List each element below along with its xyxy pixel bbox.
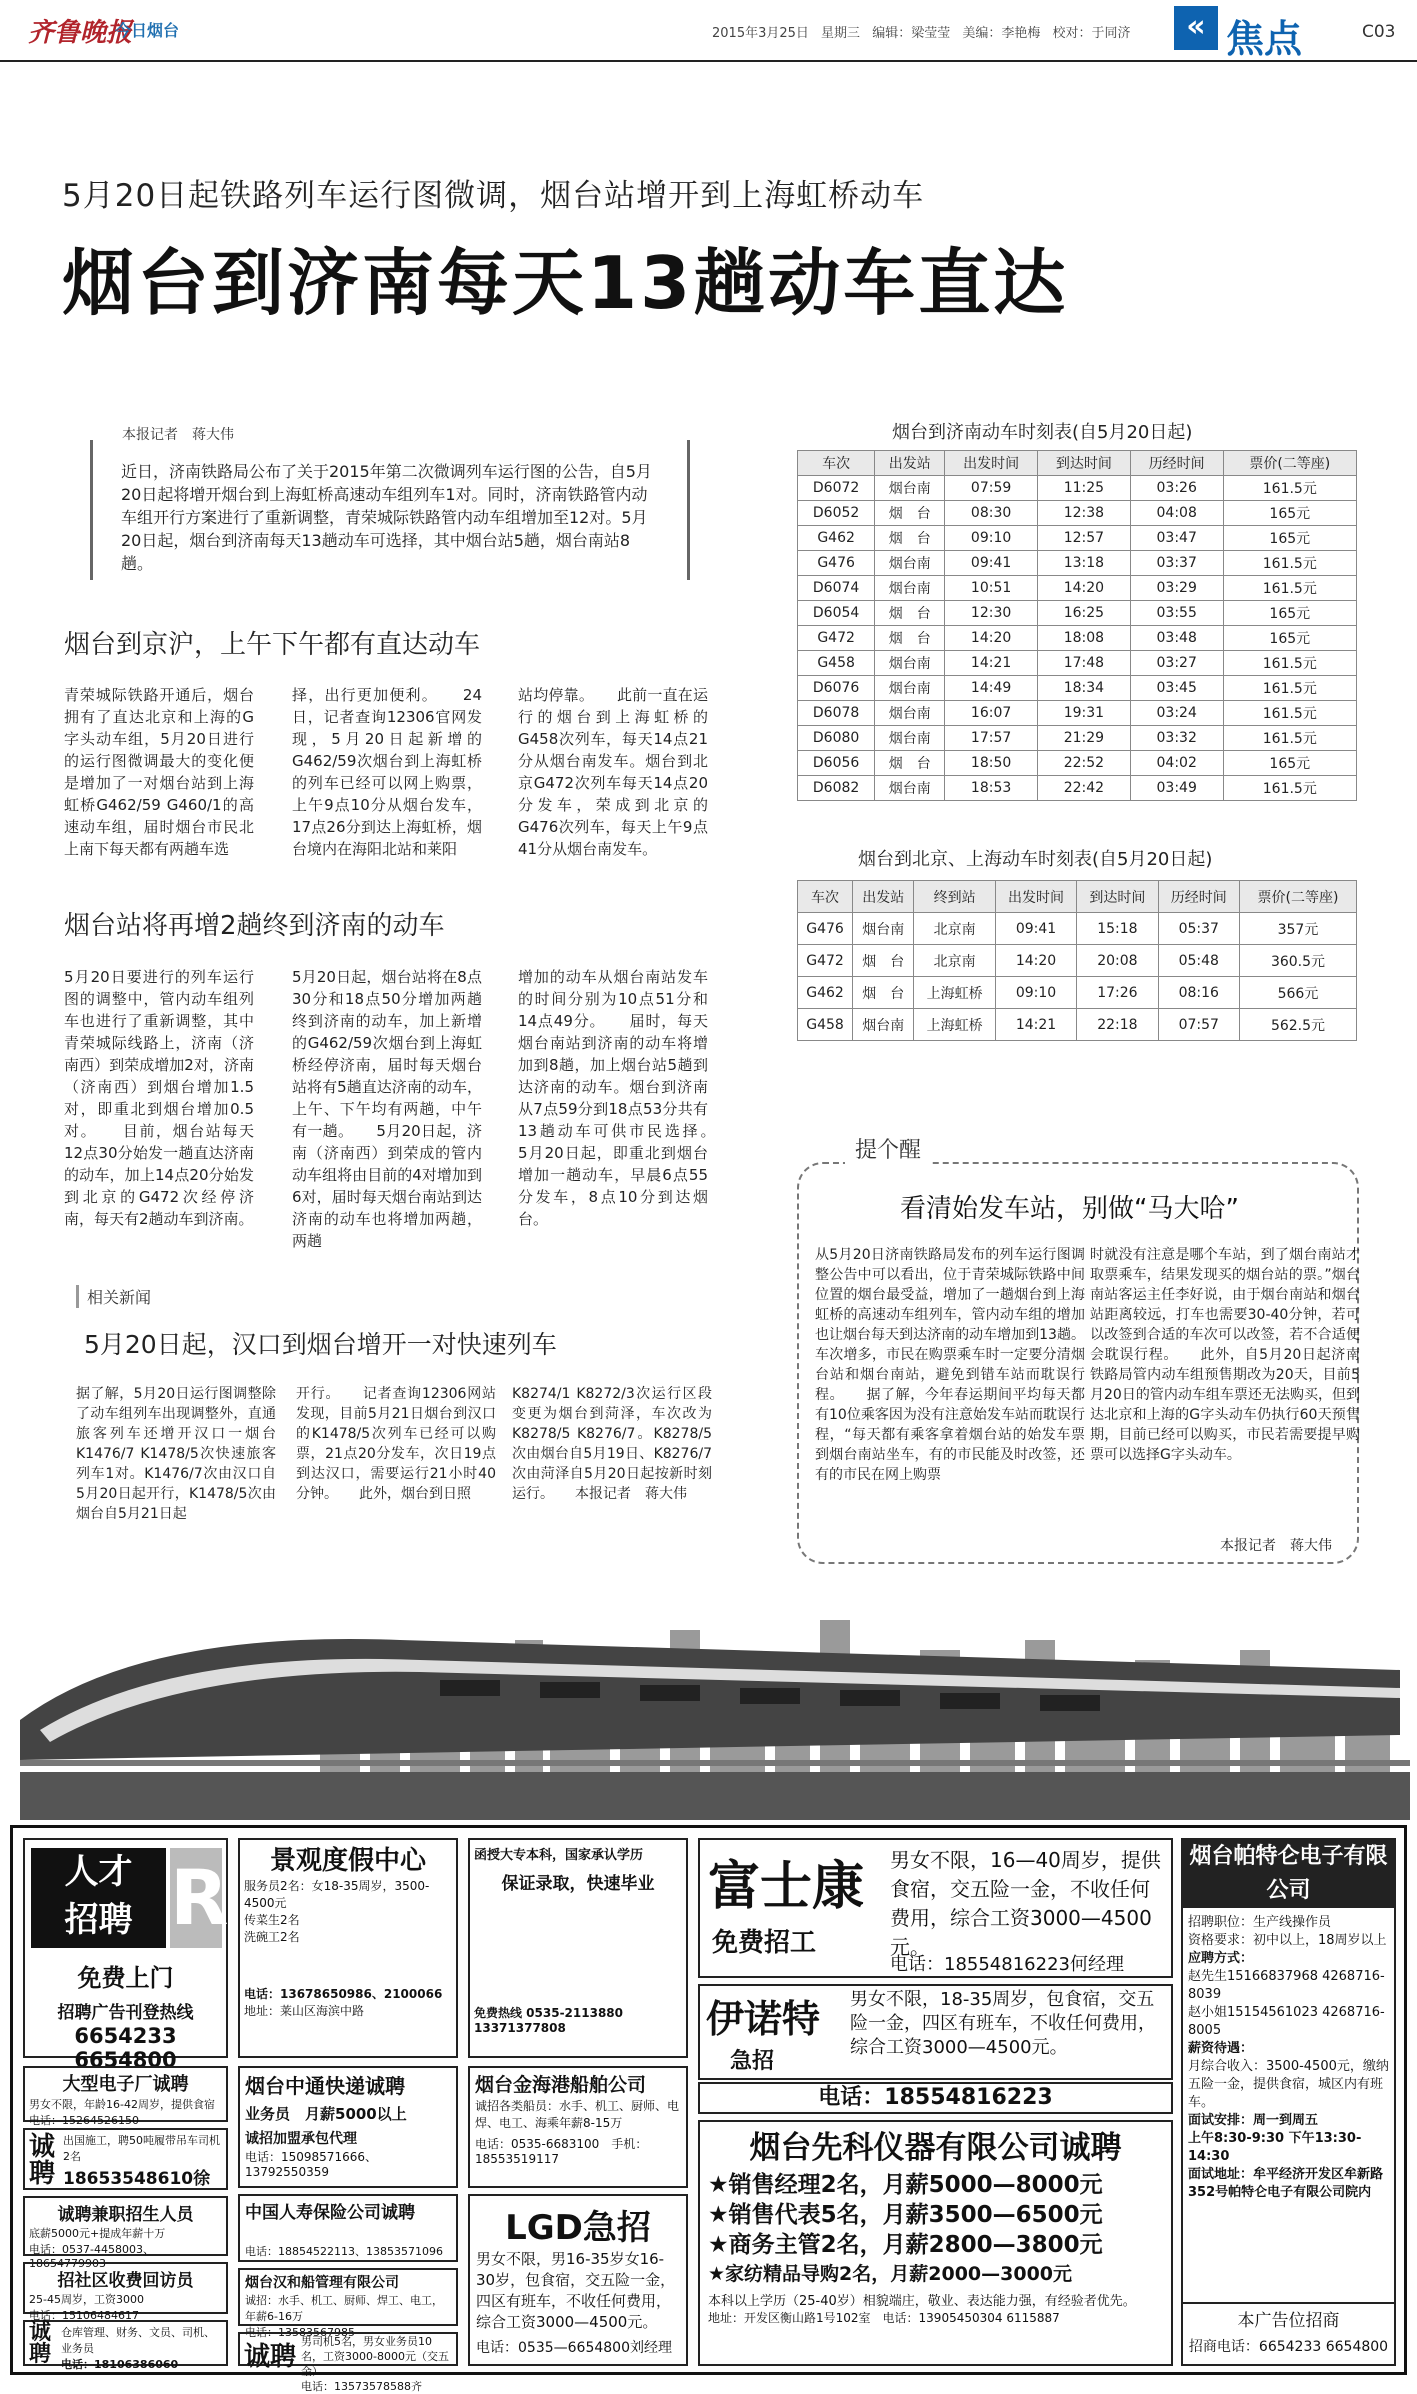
table-header-cell: 车次	[798, 451, 875, 476]
headline-main: 烟台到济南每天13趟动车直达	[62, 241, 1069, 325]
table-cell: 03:37	[1130, 551, 1223, 576]
table-caption: 烟台到济南动车时刻表(自5月20日起)	[892, 422, 1193, 443]
ad-hanhe-ship	[238, 2268, 458, 2339]
table-cell: 08:30	[945, 501, 1038, 526]
ad-line: 男女不限，年龄16-42周岁，提供食宿	[29, 2098, 215, 2111]
ad-title: 烟台先科仪器有限公司诚聘	[749, 2130, 1122, 2166]
table-cell: 北京南	[914, 945, 995, 977]
article-column: 5月20日要进行的列车运行图的调整中，管内动车组列车也进行了重新调整，其中青荣城际线路上，济南（济南西）到荣成增加2对，济南（济南西）到烟台增加1.5对，即重北到烟台增加0.5对。 目前，烟台站每天12点30分始发一趟直达济南的动车，加上14点20分始发到北京的G472次经停济南，每天有2趟动车到济南。	[64, 968, 254, 1228]
table-cell: 03:55	[1130, 601, 1223, 626]
ad-line: 资格要求：初中以上，18周岁以上	[1188, 1933, 1387, 1948]
ad-phone: 地址：开发区衡山路1号102室 电话：13905450304 6115887	[708, 2311, 1060, 2325]
article-column: 据了解，5月20日运行图调整除了动车组列车出现调整外，直通旅客列车还增开汉口一烟台K1476/7 K1478/5次快速旅客列车1对。K1476/7次由汉口自5月20日起开行，K1478/5次由烟台自5月21日起	[76, 1386, 276, 1522]
table-cell: 09:10	[945, 526, 1038, 551]
ad-line: 应聘方式：	[1188, 1951, 1254, 1966]
issue-weekday: 星期三	[821, 26, 861, 41]
table-row	[798, 701, 1357, 726]
schedule-table-jinan	[797, 450, 1357, 801]
ad-phone: 电话：15098571666、13792550359	[245, 2150, 377, 2179]
table-cell: 烟台南	[875, 776, 945, 801]
tip-column: 从5月20日济南铁路局发布的列车运行图调整公告中可以看出，位于青荣城际铁路中间位置的烟台最受益，增加了一趟烟台到上海虹桥的高速动车组列车，管内动车组的增加也让烟台每天到达济南的动车增加到13趟。车次增多，市民在购票乘车时一定要分清烟台站和烟台南站，避免到错车站而耽误行程。 据了解，今年春运期间平均每天都有10位乘客因为没有注意始发车站而耽误行程，“每天都有乘客拿着烟台站的始发车票到烟台南站坐车，有的市民能及时改签，还有的市民在网上购票	[815, 1247, 1085, 1483]
table-cell: 165元	[1223, 626, 1356, 651]
table-row	[798, 551, 1357, 576]
table-cell: 03:45	[1130, 676, 1223, 701]
ad-line: 出国施工，聘50吨履带吊车司机2名	[63, 2134, 220, 2163]
table-row	[798, 1009, 1357, 1041]
table-row	[798, 726, 1357, 751]
ad-phone: 电话：15264526150	[29, 2114, 139, 2127]
ad-line: 本广告位招商	[1183, 2302, 1394, 2330]
ad-title: 伊诺特	[706, 1997, 821, 2041]
ad-line: 面试安排：周一到周五	[1188, 2113, 1319, 2128]
table-cell: 18:34	[1038, 676, 1131, 701]
ad-zto-express	[238, 2066, 458, 2188]
table-cell: 19:31	[1038, 701, 1131, 726]
table-cell: 05:37	[1158, 913, 1239, 945]
table-cell: 13:18	[1038, 551, 1131, 576]
table-cell: 09:41	[995, 913, 1076, 945]
ad-title: 烟台汉和船管理有限公司	[245, 2275, 399, 2291]
ad-line: ★商务主管2名，月薪2800—3800元	[708, 2232, 1103, 2258]
article-column: 开行。 记者查询12306网站发现，目前5月21日烟台到汉口的K1478/5次列车已经可以购票，21点20分发车，次日19点到达汉口，需要运行21小时40分钟。 此外，烟台到日照	[296, 1386, 496, 1502]
table-row	[798, 501, 1357, 526]
table-cell: 16:07	[945, 701, 1038, 726]
table-cell: 03:48	[1130, 626, 1223, 651]
ad-line: 诚招：水手、机工、厨师、焊工、电工，年薪6-16万	[245, 2294, 443, 2323]
article-column: K8274/1 K8272/3次运行区段变更为烟台到菏泽，车次改为K8278/5 K8276/7。K8278/5次由烟台自5月19日、K8276/7次由菏泽自5月20日起按新时刻运行。 本报记者 蒋大伟	[512, 1386, 712, 1502]
focus-icon: «	[1174, 6, 1218, 50]
ad-line: 服务员2名：女18-35周岁，3500-4500元	[244, 1879, 430, 1910]
ad-title: 烟台中通快递诚聘	[245, 2074, 405, 2098]
table-cell: 03:24	[1130, 701, 1223, 726]
table-cell: 08:16	[1158, 977, 1239, 1009]
ad-phone: 免费热线 0535-2113880 13371377808	[474, 2006, 624, 2035]
table-cell: 566元	[1239, 977, 1356, 1009]
ad-title: 招社区收费回访员	[57, 2271, 194, 2291]
table-row	[798, 576, 1357, 601]
related-news-title: 5月20日起，汉口到烟台增开一对快速列车	[84, 1330, 557, 1359]
ad-title: 诚聘	[29, 2132, 56, 2189]
table-cell: 161.5元	[1223, 776, 1356, 801]
ad-phone: 电话：0537-4458003、18654779903	[29, 2243, 154, 2270]
ad-innote-phone: 电话：18554816223	[698, 2082, 1173, 2114]
table-cell: 22:42	[1038, 776, 1131, 801]
ad-jinhaigang	[468, 2066, 688, 2188]
table-cell: 烟台南	[853, 913, 914, 945]
ad-innote	[698, 1984, 1173, 2080]
table-cell: 09:10	[995, 977, 1076, 1009]
table-cell: G462	[798, 526, 875, 551]
table-cell: 22:52	[1038, 751, 1131, 776]
table-cell: 烟 台	[875, 751, 945, 776]
ad-line: 急招	[730, 2049, 775, 2074]
table-header-cell: 出发时间	[995, 881, 1076, 913]
ad-phone: 招商电话：6654233 6654800	[1188, 2339, 1389, 2355]
ad-line: 招聘广告刊登热线	[57, 2003, 194, 2023]
tip-title: 看清始发车站，别做“马大哈”	[900, 1194, 1239, 1224]
table-header-cell: 到达时间	[1038, 451, 1131, 476]
ad-line: 赵小姐15154561023 4268716-8005	[1188, 2005, 1385, 2038]
table-row	[798, 977, 1357, 1009]
table-header-cell: 票价(二等座)	[1239, 881, 1356, 913]
table-cell: G458	[798, 651, 875, 676]
table-row	[798, 601, 1357, 626]
ad-title: 烟台帕特仑电子有限公司	[1183, 1840, 1394, 1908]
table-header-cell: 出发站	[853, 881, 914, 913]
ad-title: 大型电子厂诚聘	[62, 2074, 189, 2095]
ad-foxconn	[698, 1838, 1173, 1978]
ad-title: 景观度假中心	[269, 1846, 426, 1876]
table-cell: G476	[798, 913, 853, 945]
ad-talent-recruit	[23, 1838, 229, 2072]
table-cell: 03:32	[1130, 726, 1223, 751]
ad-line: 诚招各类船员：水手、机工、厨师、电焊、电工、海乘年薪8-15万	[475, 2099, 680, 2130]
table-cell: 烟台南	[875, 551, 945, 576]
ad-line: 面试地址：牟平经济开发区牟新路352号帕特仑电子有限公司院内	[1188, 2167, 1384, 2200]
table-header-cell: 历经时间	[1130, 451, 1223, 476]
table-cell: 05:48	[1158, 945, 1239, 977]
tip-tag: 提个醒	[845, 1133, 931, 1164]
table-cell: G472	[798, 626, 875, 651]
table-cell: 烟台南	[853, 1009, 914, 1041]
ad-education	[468, 1838, 688, 2058]
classified-ads-area	[10, 1825, 1407, 2393]
ad-line: 男女不限，18-35周岁，包食宿，交五险一金，四区有班车，不收任何费用，综合工资3000—4500元。	[850, 1989, 1156, 2058]
table-cell: 烟台南	[875, 576, 945, 601]
ad-phone: 6654233 6654800	[74, 2024, 177, 2072]
table-cell: 烟 台	[875, 601, 945, 626]
table-cell: 562.5元	[1239, 1009, 1356, 1041]
table-cell: 14:20	[1038, 576, 1131, 601]
tip-column: 时就没有注意是哪个车站，到了烟台南站才取票乘车，结果发现买的烟台站的票。”烟台南站客运主任李好说，由于烟台南站和烟台站距离较远，打车也需要30-40分钟，若可以改签到合适的车次可以改签，若不合适便会耽误行程。 此外，自5月20日起济南铁路局管内动车组预售期改为20天，目前5月20日的管内动车组车票还无法购买，但到达北京和上海的G字头动车仍执行60天预售期，目前已经可以购买，市民若需要提早购票可以选择G字头动车。	[1090, 1247, 1360, 1463]
table-cell: 18:53	[945, 776, 1038, 801]
table-cell: 161.5元	[1223, 701, 1356, 726]
ad-line: 本科以上学历（25-40岁）相貌端庄，敬业、表达能力强，有经验者优先。	[708, 2294, 1136, 2309]
byline: 本报记者 蒋大伟	[122, 427, 234, 443]
ad-title: 富士康	[708, 1857, 865, 1917]
ad-title: 中国人寿保险公司诚聘	[245, 2203, 415, 2223]
ad-phone: 电话：18854522113、13853571096	[245, 2245, 443, 2258]
table-cell: 165元	[1223, 751, 1356, 776]
ad-phone: 电话：18554816223何经理	[890, 1954, 1124, 1975]
ad-line: 免费上门	[77, 1964, 174, 1992]
table-row	[798, 626, 1357, 651]
table-cell: 21:29	[1038, 726, 1131, 751]
table-cell: 16:25	[1038, 601, 1131, 626]
table-header-cell: 历经时间	[1158, 881, 1239, 913]
table-cell: 北京南	[914, 913, 995, 945]
article-column: 青荣城际铁路开通后，烟台拥有了直达北京和上海的G字头动车组，5月20日进行的运行图微调最大的变化便是增加了一对烟台站到上海虹桥G462/59 G460/1的高速动车组，届时烟台市民北上南下每天都有两趟车选	[64, 686, 254, 858]
ad-line: 赵先生15166837968 4268716-8039	[1188, 1969, 1385, 2002]
table-row	[798, 476, 1357, 501]
table-cell: G458	[798, 1009, 853, 1041]
newspaper-logo: 齐鲁晚报	[28, 18, 133, 48]
table-cell: D6054	[798, 601, 875, 626]
table-cell: 18:50	[945, 751, 1038, 776]
table-cell: 20:08	[1077, 945, 1158, 977]
article-column: 增加的动车从烟台南站发车的时间分别为10点51分和14点49分。 届时，每天烟台南站到济南的动车将增加到8趟，加上烟台站5趟到达济南的动车。烟台到济南从7点59分到18点53分共有13趟动车可供市民选择。 5月20日起，即重北到烟台增加一趟动车，早晨6点55分发车，8点10分到达烟台。	[518, 968, 739, 1228]
table-cell: 165元	[1223, 526, 1356, 551]
ad-line: 人才	[64, 1852, 133, 1892]
table-cell: 03:47	[1130, 526, 1223, 551]
table-cell: D6056	[798, 751, 875, 776]
ad-community	[23, 2262, 228, 2322]
table-row	[798, 676, 1357, 701]
editor: 编辑：梁莹莹	[872, 26, 951, 41]
table-cell: D6076	[798, 676, 875, 701]
table-cell: D6078	[798, 701, 875, 726]
section-title: 烟台站将再增2趟终到济南的动车	[64, 911, 445, 941]
table-cell: 15:18	[1077, 913, 1158, 945]
article-column: 择，出行更加便利。 24日，记者查询12306官网发现，5月20日起新增的G462/59次烟台到上海虹桥的列车已经可以网上购票，上午9点10分从烟台发车，17点26分到达上海虹桥，烟台境内在海阳北站和莱阳	[292, 686, 482, 858]
ad-phone: 电话：0535-6683100 手机：18553519117	[475, 2137, 648, 2166]
table-cell: 17:48	[1038, 651, 1131, 676]
table-cell: D6074	[798, 576, 875, 601]
table-cell: 烟台南	[875, 676, 945, 701]
table-cell: G476	[798, 551, 875, 576]
ad-electronics	[23, 2066, 228, 2127]
table-cell: 11:25	[1038, 476, 1131, 501]
ad-phone: 电话：13573578588齐	[301, 2380, 422, 2393]
table-cell: D6080	[798, 726, 875, 751]
table-cell: 18:08	[1038, 626, 1131, 651]
table-cell: 12:38	[1038, 501, 1131, 526]
table-cell: 烟台南	[875, 651, 945, 676]
issue-meta	[712, 22, 1131, 41]
table-cell: 03:49	[1130, 776, 1223, 801]
ad-resort	[238, 1838, 458, 2058]
ad-title: LGD急招	[505, 2208, 651, 2248]
table-cell: 03:26	[1130, 476, 1223, 501]
table-cell: 165元	[1223, 601, 1356, 626]
table-cell: 22:18	[1077, 1009, 1158, 1041]
table-cell: 14:20	[945, 626, 1038, 651]
ad-phone: 电话：13583567985	[245, 2326, 355, 2339]
table-cell: 烟 台	[875, 526, 945, 551]
ad-line: 仓库管理、财务、文员、司机、业务员	[61, 2326, 215, 2355]
table-cell: 烟 台	[875, 501, 945, 526]
ad-line: 男女不限，男16-35岁女16-30岁，包食宿，交五险一金，四区有班车，不收任何费用，综合工资3000—4500元。	[476, 2250, 676, 2331]
table-cell: 161.5元	[1223, 651, 1356, 676]
table-cell: 烟台南	[875, 726, 945, 751]
ad-phone: 电话：0535—6654800刘经理	[476, 2340, 672, 2356]
ad-line: 月综合收入：3500-4500元，缴纳五险一金，提供食宿，城区内有班车。	[1188, 2059, 1389, 2110]
ad-china-life	[238, 2194, 458, 2262]
article-column: 站均停靠。 此前一直在运行的烟台到上海虹桥的G458次列车，每天14点21分从烟台南发车。烟台到北京G472次列车每天14点20分发车，荣成到北京的G476次列车，每天上午9点41分从烟台南发车。	[518, 686, 708, 858]
ad-line: 薪资待遇：	[1188, 2041, 1254, 2056]
table-cell: D6082	[798, 776, 875, 801]
ad-phone: 电话：18106386060	[61, 2358, 179, 2371]
table-cell: 07:57	[1158, 1009, 1239, 1041]
ad-phone: 电话：13678650986、2100066	[244, 1987, 443, 2001]
ad-line: 招聘	[64, 1900, 133, 1940]
ad-line: 上午8:30-9:30 下午13:30-14:30	[1188, 2131, 1362, 2164]
ad-line: 免费招工	[712, 1928, 817, 1958]
table-cell: 14:49	[945, 676, 1038, 701]
ad-title: 函授大专本科，国家承认学历	[474, 1848, 644, 1863]
table-row	[798, 751, 1357, 776]
ad-part-time	[23, 2196, 228, 2270]
ad-lgd	[468, 2194, 688, 2366]
table-cell: 烟 台	[853, 977, 914, 1009]
table-cell: D6052	[798, 501, 875, 526]
table-cell: 357元	[1239, 913, 1356, 945]
headline-sub: 5月20日起铁路列车运行图微调，烟台站增开到上海虹桥动车	[62, 178, 925, 214]
table-cell: 10:51	[945, 576, 1038, 601]
table-cell: 360.5元	[1239, 945, 1356, 977]
ad-logo-r: R	[170, 1848, 222, 1948]
table-cell: 161.5元	[1223, 476, 1356, 501]
table-cell: 12:57	[1038, 526, 1131, 551]
art-editor: 美编：李艳梅	[962, 26, 1041, 41]
ad-line: 男司机5名，男女业务员10名，工资3000-8000元（交五金）	[301, 2335, 449, 2378]
table-cell: 烟台南	[875, 701, 945, 726]
page-number: C03	[1362, 22, 1396, 42]
table-cell: 烟 台	[875, 626, 945, 651]
ad-line: 地址：莱山区海滨中路	[244, 2004, 365, 2018]
table-cell: G472	[798, 945, 853, 977]
ad-warehouse	[23, 2320, 228, 2371]
issue-date: 2015年3月25日	[712, 26, 809, 41]
table-cell: 17:57	[945, 726, 1038, 751]
table-cell: 烟 台	[853, 945, 914, 977]
ad-line: 男女不限，16—40周岁，提供食宿，交五险一金，不收任何费用，综合工资3000—4500元。	[890, 1848, 1161, 1959]
related-news-tag: 相关新闻	[76, 1285, 151, 1308]
table-cell: 03:29	[1130, 576, 1223, 601]
table-cell: 烟台南	[875, 476, 945, 501]
article-column: 5月20日起，烟台站将在8点30分和18点50分增加两趟终到济南的动车，加上新增的G462/59次烟台到上海虹桥经停济南，届时每天烟台站将有5趟直达济南的动车，上午、下午均有两趟，中午有一趟。 5月20日起，济南（济南西）到荣成的管内动车组将由目前的4对增加到6对，届时每天烟台南站到达济南的动车也将增加两趟，两趟	[292, 968, 482, 1250]
ad-line: 业务员 月薪5000以上	[245, 2105, 407, 2123]
table-cell: 12:30	[945, 601, 1038, 626]
ad-title: 诚聘兼职招生人员	[57, 2205, 194, 2225]
ad-line: 25-45周岁，工资3000	[29, 2293, 144, 2306]
table-cell: G462	[798, 977, 853, 1009]
train-city-illustration	[20, 1520, 1410, 1820]
ad-overseas	[23, 2128, 228, 2190]
proofreader: 校对：于同济	[1052, 26, 1131, 41]
table-cell: 165元	[1223, 501, 1356, 526]
table-header-cell: 出发时间	[945, 451, 1038, 476]
table-cell: 161.5元	[1223, 551, 1356, 576]
ad-line: 传菜生2名	[244, 1913, 300, 1927]
table-cell: 161.5元	[1223, 676, 1356, 701]
ad-line: 招聘职位：生产线操作员	[1188, 1915, 1332, 1930]
ad-line: 洗碗工2名	[244, 1930, 300, 1944]
ad-line: ★销售经理2名，月薪5000—8000元	[708, 2172, 1103, 2198]
lead-paragraph: 近日，济南铁路局公布了关于2015年第二次微调列车运行图的公告，自5月20日起将增开烟台到上海虹桥高速动车组列车1对。同时，济南铁路管内动车组开行方案进行了重新调整，青荣城际铁路管内动车组增加至12对。5月20日起，烟台到济南每天13趟动车可选择，其中烟台站5趟，烟台南站8趟。	[90, 440, 690, 580]
ad-line: 底薪5000元+提成年薪十万	[29, 2227, 166, 2240]
ad-driver	[238, 2332, 458, 2393]
table-row	[798, 913, 1357, 945]
ad-line: ★销售代表5名，月薪3500—6500元	[708, 2202, 1103, 2228]
table-cell: 14:20	[995, 945, 1076, 977]
table-cell: 14:21	[945, 651, 1038, 676]
ad-line: 保证录取，快速毕业	[501, 1874, 655, 1894]
ad-title: 烟台金海港船舶公司	[475, 2074, 647, 2096]
table-cell: 04:02	[1130, 751, 1223, 776]
table-row	[798, 776, 1357, 801]
table-cell: 09:41	[945, 551, 1038, 576]
schedule-table-beijing-shanghai	[797, 880, 1357, 1041]
section-title: 烟台到京沪，上午下午都有直达动车	[64, 630, 481, 660]
table-cell: D6072	[798, 476, 875, 501]
table-cell: 161.5元	[1223, 576, 1356, 601]
ad-line: 诚招加盟承包代理	[245, 2131, 357, 2147]
ad-phone: 电话：15106484617	[29, 2309, 139, 2322]
table-header-cell: 终到站	[914, 881, 995, 913]
table-cell: 上海虹桥	[914, 977, 995, 1009]
ad-xianke	[698, 2120, 1173, 2366]
section-name: 今日烟台	[115, 21, 180, 40]
ad-phone: 18653548610徐	[63, 2169, 211, 2189]
table-header-cell: 车次	[798, 881, 853, 913]
table-cell: 上海虹桥	[914, 1009, 995, 1041]
table-cell: 03:27	[1130, 651, 1223, 676]
table-cell: 04:08	[1130, 501, 1223, 526]
ad-line: ★家纺精品导购2名，月薪2000—3000元	[708, 2263, 1073, 2285]
table-header-cell: 到达时间	[1077, 881, 1158, 913]
table-cell: 14:21	[995, 1009, 1076, 1041]
table-row	[798, 651, 1357, 676]
table-row	[798, 526, 1357, 551]
table-cell: 07:59	[945, 476, 1038, 501]
table-cell: 17:26	[1077, 977, 1158, 1009]
ad-patelun	[1181, 1838, 1396, 2366]
ad-title: 诚聘	[29, 2320, 52, 2367]
table-cell: 161.5元	[1223, 726, 1356, 751]
table-header-cell: 票价(二等座)	[1223, 451, 1356, 476]
ad-title: 诚聘	[244, 2342, 297, 2372]
table-header-cell: 出发站	[875, 451, 945, 476]
table-row	[798, 945, 1357, 977]
table-caption: 烟台到北京、上海动车时刻表(自5月20日起)	[858, 849, 1213, 870]
tip-byline: 本报记者 蒋大伟	[1220, 1538, 1332, 1554]
section-topic: 焦点	[1226, 17, 1303, 61]
